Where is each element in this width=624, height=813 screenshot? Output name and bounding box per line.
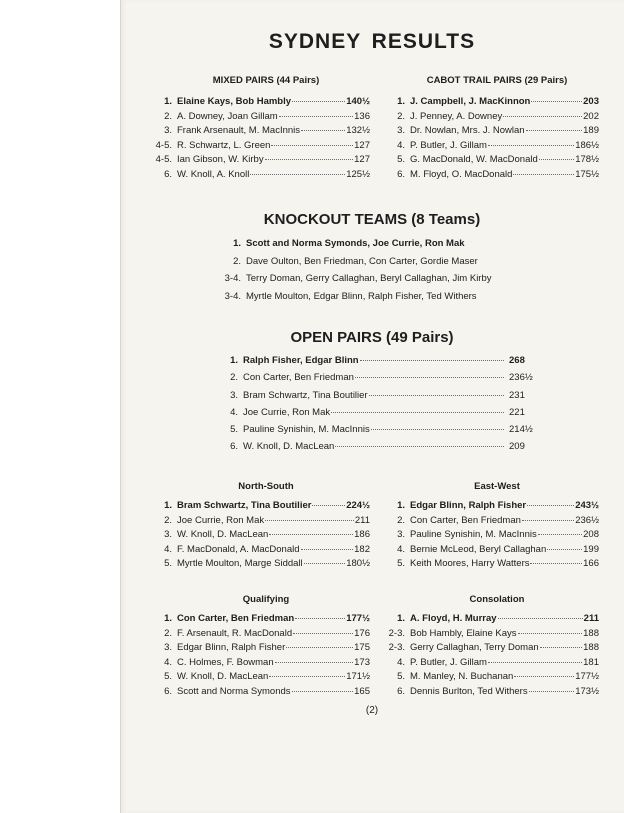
dot-leader	[292, 100, 345, 102]
result-row	[148, 685, 370, 700]
result-rank: 1.	[397, 500, 405, 511]
result-row	[217, 235, 547, 253]
knockout-teams-heading: KNOCKOUT TEAMS (8 Teams)	[263, 211, 481, 228]
result-names: Con Carter, Ben Friedman	[177, 613, 295, 624]
result-rank: 1.	[164, 96, 172, 107]
dot-leader	[269, 533, 353, 535]
result-names: Bernie McLeod, Beryl Callaghan	[410, 543, 547, 555]
open-pairs-list	[214, 352, 539, 456]
result-names: Edgar Blinn, Ralph Fisher	[410, 500, 527, 511]
result-rank: 6.	[397, 685, 405, 697]
page-title: SYDNEY RESULTS	[268, 30, 476, 53]
result-row	[148, 168, 370, 183]
result-names: M. Floyd, O. MacDonald	[410, 168, 513, 180]
result-row	[381, 656, 599, 671]
knockout-teams-list	[217, 235, 547, 305]
result-names: Ian Gibson, W. Kirby	[177, 154, 264, 166]
result-names: Bob Hambly, Elaine Kays	[410, 627, 517, 639]
result-score: 127	[354, 154, 370, 166]
result-rank: 3.	[164, 642, 172, 654]
result-rank: 2.	[164, 627, 172, 639]
result-names: Gerry Callaghan, Terry Doman	[410, 642, 539, 654]
result-row	[148, 514, 370, 529]
result-names: Bram Schwartz, Tina Boutilier	[243, 389, 368, 401]
result-rank: 1.	[233, 238, 241, 249]
dot-leader	[526, 129, 583, 131]
dot-leader	[269, 675, 345, 677]
result-score: 173	[354, 656, 370, 668]
dot-leader	[286, 646, 353, 648]
result-score: 175	[354, 642, 370, 654]
result-score: 188	[583, 627, 599, 639]
result-row	[148, 543, 370, 558]
result-rank: 1.	[230, 355, 238, 366]
dot-leader	[514, 675, 574, 677]
result-score: 178½	[575, 154, 599, 166]
result-rank: 6.	[164, 685, 172, 697]
dot-leader	[335, 445, 504, 447]
result-row	[381, 543, 599, 558]
result-row	[381, 139, 599, 154]
result-row	[148, 557, 370, 572]
result-rank: 1.	[164, 500, 172, 511]
dot-leader	[250, 173, 345, 175]
result-score: 176	[354, 627, 370, 639]
result-row	[381, 627, 599, 642]
dot-leader	[538, 533, 582, 535]
result-rank: 4.	[164, 543, 172, 555]
result-rank: 4.	[230, 406, 238, 418]
mixed-pairs-heading: MIXED PAIRS (44 Pairs)	[212, 75, 320, 86]
result-row	[381, 499, 599, 514]
result-score: 231	[509, 389, 525, 401]
result-score: 189	[583, 125, 599, 137]
dot-leader	[518, 632, 583, 634]
result-rank: 4.	[164, 656, 172, 668]
result-names: Elaine Kays, Bob Hambly	[177, 96, 292, 107]
result-row	[148, 612, 370, 627]
dot-leader	[265, 519, 354, 521]
result-row	[214, 369, 539, 386]
dot-leader	[275, 661, 354, 663]
page-number: (2)	[365, 705, 379, 716]
result-score: 208	[583, 529, 599, 541]
result-rank: 2.	[230, 372, 238, 384]
result-rank: 3.	[164, 125, 172, 137]
result-score: 203	[583, 96, 599, 107]
dot-leader	[530, 562, 582, 564]
result-row	[381, 153, 599, 168]
dot-leader	[312, 504, 345, 506]
result-row	[217, 288, 547, 306]
result-row	[148, 139, 370, 154]
result-names: P. Butler, J. Gillam	[410, 656, 487, 668]
result-score: 136	[354, 110, 370, 122]
result-rank: 2-3.	[388, 627, 405, 639]
result-row	[148, 627, 370, 642]
result-score: 268	[509, 355, 525, 366]
result-names: Frank Arsenault, M. MacInnis	[177, 125, 301, 137]
result-row	[148, 499, 370, 514]
result-row	[217, 270, 547, 288]
result-score: 165	[354, 685, 370, 697]
result-row	[381, 641, 599, 656]
result-names: Joe Currie, Ron Mak	[243, 406, 331, 418]
result-rank: 2.	[164, 514, 172, 526]
result-names: R. Schwartz, L. Green	[177, 139, 271, 151]
dot-leader	[539, 158, 574, 160]
dot-leader	[301, 129, 345, 131]
result-rank: 6.	[164, 168, 172, 180]
result-score: 166	[583, 558, 599, 570]
dot-leader	[279, 115, 353, 117]
dot-leader	[331, 411, 504, 413]
result-names: A. Floyd, H. Murray	[410, 613, 497, 624]
dot-leader	[265, 158, 354, 160]
result-row	[381, 514, 599, 529]
result-score: 181	[583, 656, 599, 668]
result-rank: 2.	[164, 110, 172, 122]
result-rank: 6.	[230, 441, 238, 453]
result-names: C. Holmes, F. Bowman	[177, 656, 274, 668]
result-rank: 3-4.	[224, 273, 241, 284]
dot-leader	[371, 428, 504, 430]
east-west-heading: East-West	[474, 481, 520, 492]
result-rank: 3.	[230, 389, 238, 401]
result-score: 125½	[346, 168, 370, 180]
result-row	[381, 557, 599, 572]
result-names: F. Arsenault, R. MacDonald	[177, 627, 293, 639]
consolation-list	[381, 612, 599, 700]
result-rank: 1.	[164, 613, 172, 624]
north-south-heading: North-South	[238, 481, 294, 492]
result-rank: 5.	[397, 558, 405, 570]
result-score: 224½	[346, 500, 370, 511]
result-row	[214, 387, 539, 404]
result-row	[381, 528, 599, 543]
result-names: P. Butler, J. Gillam	[410, 139, 487, 151]
dot-leader	[295, 617, 345, 619]
result-names: W. Knoll, D. MacLean	[177, 671, 269, 683]
result-rank: 3.	[164, 529, 172, 541]
dot-leader	[529, 690, 575, 692]
result-names: Pauline Synishin, M. MacInnis	[243, 424, 370, 436]
east-west-list	[381, 499, 599, 572]
result-score: 243½	[575, 500, 599, 511]
result-row	[381, 110, 599, 125]
result-score: 186½	[575, 139, 599, 151]
result-rank: 3-4.	[224, 290, 241, 302]
result-score: 236½	[509, 372, 533, 384]
result-row	[214, 352, 539, 369]
result-row	[217, 253, 547, 271]
result-row	[381, 168, 599, 183]
result-score: 236½	[575, 514, 599, 526]
result-rank: 2.	[233, 255, 241, 267]
result-names: Scott and Norma Symonds	[177, 685, 291, 697]
result-rank: 5.	[230, 424, 238, 436]
result-score: 177½	[575, 671, 599, 683]
result-score: 211	[583, 613, 599, 624]
result-score: 132½	[346, 125, 370, 137]
qualifying-list	[148, 612, 370, 700]
result-names: Scott and Norma Symonds, Joe Currie, Ron Mak	[246, 238, 465, 249]
result-row	[381, 685, 599, 700]
result-rank: 5.	[164, 558, 172, 570]
dot-leader	[301, 548, 354, 550]
result-names: Joe Currie, Ron Mak	[177, 514, 265, 526]
result-names: G. MacDonald, W. MacDonald	[410, 154, 538, 166]
result-names: M. Manley, N. Buchanan	[410, 671, 514, 683]
result-row	[381, 612, 599, 627]
result-rank: 3.	[397, 125, 405, 137]
result-score: 209	[509, 441, 525, 453]
dot-leader	[522, 519, 574, 521]
dot-leader	[304, 562, 346, 564]
result-score: 199	[583, 543, 599, 555]
result-names: J. Penney, A. Downey	[410, 110, 503, 122]
result-rank: 4.	[397, 139, 405, 151]
result-names: Dr. Nowlan, Mrs. J. Nowlan	[410, 125, 525, 137]
result-score: 177½	[346, 613, 370, 624]
result-score: 180½	[346, 558, 370, 570]
result-names: Keith Moores, Harry Watters	[410, 558, 530, 570]
dot-leader	[540, 646, 582, 648]
dot-leader	[292, 690, 354, 692]
result-row	[381, 124, 599, 139]
result-score: 175½	[575, 168, 599, 180]
result-score: 186	[354, 529, 370, 541]
qualifying-heading: Qualifying	[242, 594, 290, 605]
dot-leader	[355, 376, 504, 378]
result-rank: 5.	[397, 671, 405, 683]
dot-leader	[488, 144, 574, 146]
result-row	[148, 656, 370, 671]
open-pairs-heading: OPEN PAIRS (49 Pairs)	[290, 329, 454, 346]
result-names: Terry Doman, Gerry Callaghan, Beryl Callaghan, Jim Kirby	[246, 273, 492, 284]
result-names: W. Knoll, D. MacLean	[243, 441, 335, 453]
mixed-pairs-list	[148, 95, 370, 183]
result-names: J. Campbell, J. MacKinnon	[410, 96, 531, 107]
result-names: Dennis Burlton, Ted Withers	[410, 685, 528, 697]
result-names: Con Carter, Ben Friedman	[410, 514, 521, 526]
result-row	[214, 438, 539, 455]
result-names: F. MacDonald, A. MacDonald	[177, 543, 300, 555]
result-score: 182	[354, 543, 370, 555]
result-names: Ralph Fisher, Edgar Blinn	[243, 355, 359, 366]
dot-leader	[547, 548, 582, 550]
result-row	[214, 404, 539, 421]
result-rank: 2.	[397, 514, 405, 526]
result-rank: 5.	[397, 154, 405, 166]
result-rank: 2-3.	[388, 642, 405, 654]
dot-leader	[531, 100, 582, 102]
result-score: 202	[583, 110, 599, 122]
result-names: Con Carter, Ben Friedman	[243, 372, 354, 384]
result-row	[148, 124, 370, 139]
result-row	[214, 421, 539, 438]
result-row	[148, 95, 370, 110]
cabot-trail-pairs-heading: CABOT TRAIL PAIRS (29 Pairs)	[426, 75, 568, 86]
result-rank: 4.	[397, 656, 405, 668]
result-rank: 6.	[397, 168, 405, 180]
dot-leader	[503, 115, 582, 117]
dot-leader	[360, 359, 504, 361]
result-row	[148, 153, 370, 168]
result-row	[381, 670, 599, 685]
result-row	[148, 528, 370, 543]
result-names: W. Knoll, D. MacLean	[177, 529, 269, 541]
result-row	[148, 110, 370, 125]
result-rank: 1.	[397, 96, 405, 107]
result-names: Myrtle Moulton, Marge Siddall	[177, 558, 303, 570]
result-score: 221	[509, 406, 525, 418]
result-score: 211	[354, 514, 370, 526]
consolation-heading: Consolation	[469, 594, 525, 605]
result-names: Edgar Blinn, Ralph Fisher	[177, 642, 286, 654]
result-score: 140½	[346, 96, 370, 107]
result-row	[148, 641, 370, 656]
result-score: 127	[354, 139, 370, 151]
result-row	[381, 95, 599, 110]
result-score: 171½	[346, 671, 370, 683]
result-rank: 1.	[397, 613, 405, 624]
result-score: 214½	[509, 424, 533, 436]
result-names: Myrtle Moulton, Edgar Blinn, Ralph Fisher, Ted Withers	[246, 290, 477, 302]
result-names: A. Downey, Joan Gillam	[177, 110, 278, 122]
dot-leader	[369, 394, 504, 396]
dot-leader	[293, 632, 353, 634]
result-names: Dave Oulton, Ben Friedman, Con Carter, Gordie Maser	[246, 255, 478, 267]
dot-leader	[488, 661, 582, 663]
dot-leader	[527, 504, 574, 506]
cabot-trail-pairs-list	[381, 95, 599, 183]
result-names: Pauline Synishin, M. MacInnis	[410, 529, 537, 541]
result-names: Bram Schwartz, Tina Boutilier	[177, 500, 312, 511]
result-rank: 5.	[164, 671, 172, 683]
result-rank: 4-5.	[155, 154, 172, 166]
result-names: W. Knoll, A. Knoll	[177, 168, 250, 180]
north-south-list	[148, 499, 370, 572]
dot-leader	[271, 144, 353, 146]
result-row	[148, 670, 370, 685]
result-score: 188	[583, 642, 599, 654]
result-rank: 4-5.	[155, 139, 172, 151]
dot-leader	[513, 173, 574, 175]
result-rank: 2.	[397, 110, 405, 122]
result-rank: 4.	[397, 543, 405, 555]
dot-leader	[498, 617, 583, 619]
result-rank: 3.	[397, 529, 405, 541]
result-score: 173½	[575, 685, 599, 697]
